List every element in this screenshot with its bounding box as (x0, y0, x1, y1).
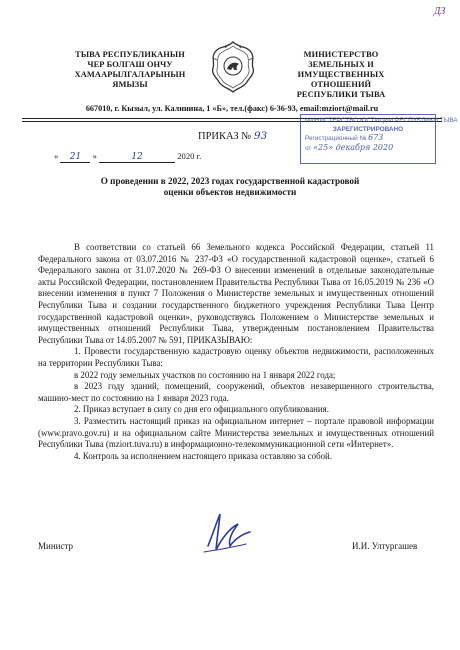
date-close-quote: » (92, 151, 97, 161)
date-month: 12 (99, 152, 175, 163)
stamp-reg-number: 673 (368, 133, 384, 143)
signatory-name: И.И. Ултургашев (352, 541, 418, 551)
header-left-line: ЧЕР БОЛГАШ ОНЧУ (87, 60, 173, 69)
body-paragraph: 4. Контроль за исполнением настоящего приказа оставляю за собой. (74, 450, 333, 461)
date-open-quote: « (54, 151, 59, 161)
header-left-line: ХАМААРЫЛГАЛАРЫНЫН (74, 70, 186, 79)
header-right-line: ОТНОШЕНИЙ (310, 80, 372, 89)
order-label: ПРИКАЗ № (198, 131, 252, 142)
order-date (54, 151, 201, 163)
header-left-tuvan (56, 50, 204, 90)
signatory-title: Министр (38, 541, 73, 551)
stamp-line: ЗАРЕГИСТРИРОВАНО (332, 125, 404, 133)
body-paragraph: В соответствии со статьей 66 Земельного кодекса Российской Федерации, статьей 11 Федерального закона от 03.07.2016 № 237-ФЗ «О государственной кадастровой оценке», статьей 6 Федерального закона от 31.07.2020 № 269-ФЗ О внесении изменений в отдельные законодательные акты Российской Федерации, постановлением Правительства Республики Тыва от 16.05.2019 № 236 «О внесении изменения в пункт 7 Положения о Министерстве земельных и имущественных отношений Республики Тыва и создании государственного бюджетного учреждения Республики Тыва Центр государственной кадастровой оценки», руководствуясь Положением о Министерстве земельных и имущественных отношений Республики Тыва, утвержденным постановлением Правительства Республики Тыва от 14.05.2007 № 591, ПРИКАЗЫВАЮ: (38, 242, 434, 345)
stamp-line: МИНИСТЕРСТВО ЮСТИЦИИ РЕСПУБЛИКИ ТЫВА (305, 117, 458, 124)
registration-stamp (300, 114, 458, 164)
header-left-line: ЯМЫЗЫ (112, 80, 148, 89)
body-paragraph: 1. Провести государственную кадастровую оценку объектов недвижимости, расположенных на территории Республики Тыва: (38, 346, 434, 368)
handwritten-signature (186, 506, 256, 564)
stamp-date-value: «25» декабря 2020 (313, 142, 394, 152)
contacts-line: 667010, г. Кызыл, ул. Калинина, 1 «Б», тел.(факс) 6-36-93, email:mziort@mail.ru (85, 104, 379, 113)
handwritten-corner-mark: ДЗ (434, 6, 446, 17)
header-right-line: ЗЕМЕЛЬНЫХ И ИМУЩЕСТВЕННЫХ (297, 60, 385, 79)
order-number: 93 (253, 130, 268, 142)
stamp-date-label: от (305, 144, 312, 152)
body-paragraph: в 2023 году зданий, помещений, сооружений, объектов незавершенного строительства, машино-мест по состоянию на 1 января 2023 года. (38, 381, 434, 403)
header-left-line: ТЫВА РЕСПУБЛИКАНЫН (75, 50, 185, 59)
body-paragraph: 2. Приказ вступает в силу со дня его официального опубликования. (74, 404, 329, 415)
stamp-date-row (305, 144, 431, 154)
date-day: 21 (60, 152, 90, 163)
body-paragraph: в 2022 году земельных участков по состоянию на 1 января 2022 года; (74, 369, 336, 380)
document-body (38, 242, 434, 462)
stamp-reg-label: Регистрационный № (305, 135, 367, 143)
document-subject: О проведении в 2022, 2023 годах государственной кадастровой оценки объектов недвижимости (100, 176, 360, 198)
tuva-emblem-icon (207, 38, 259, 96)
order-title (198, 130, 267, 142)
header-right-russian (266, 50, 416, 100)
header-right-line: РЕСПУБЛИКИ ТЫВА (296, 90, 386, 99)
header-right-line: МИНИСТЕРСТВО (303, 50, 379, 59)
date-year: 2020 г. (177, 151, 202, 161)
body-paragraph: 3. Разместить настоящий приказ на официальном интернет – портале правовой информации (www.pravo.gov.ru) и на официальном сайте Министерства земельных и имущественных отношений Республики Тыва (mziort.tuva.ru) в информационно-телекоммуникационной сети «Интернет». (38, 415, 434, 450)
